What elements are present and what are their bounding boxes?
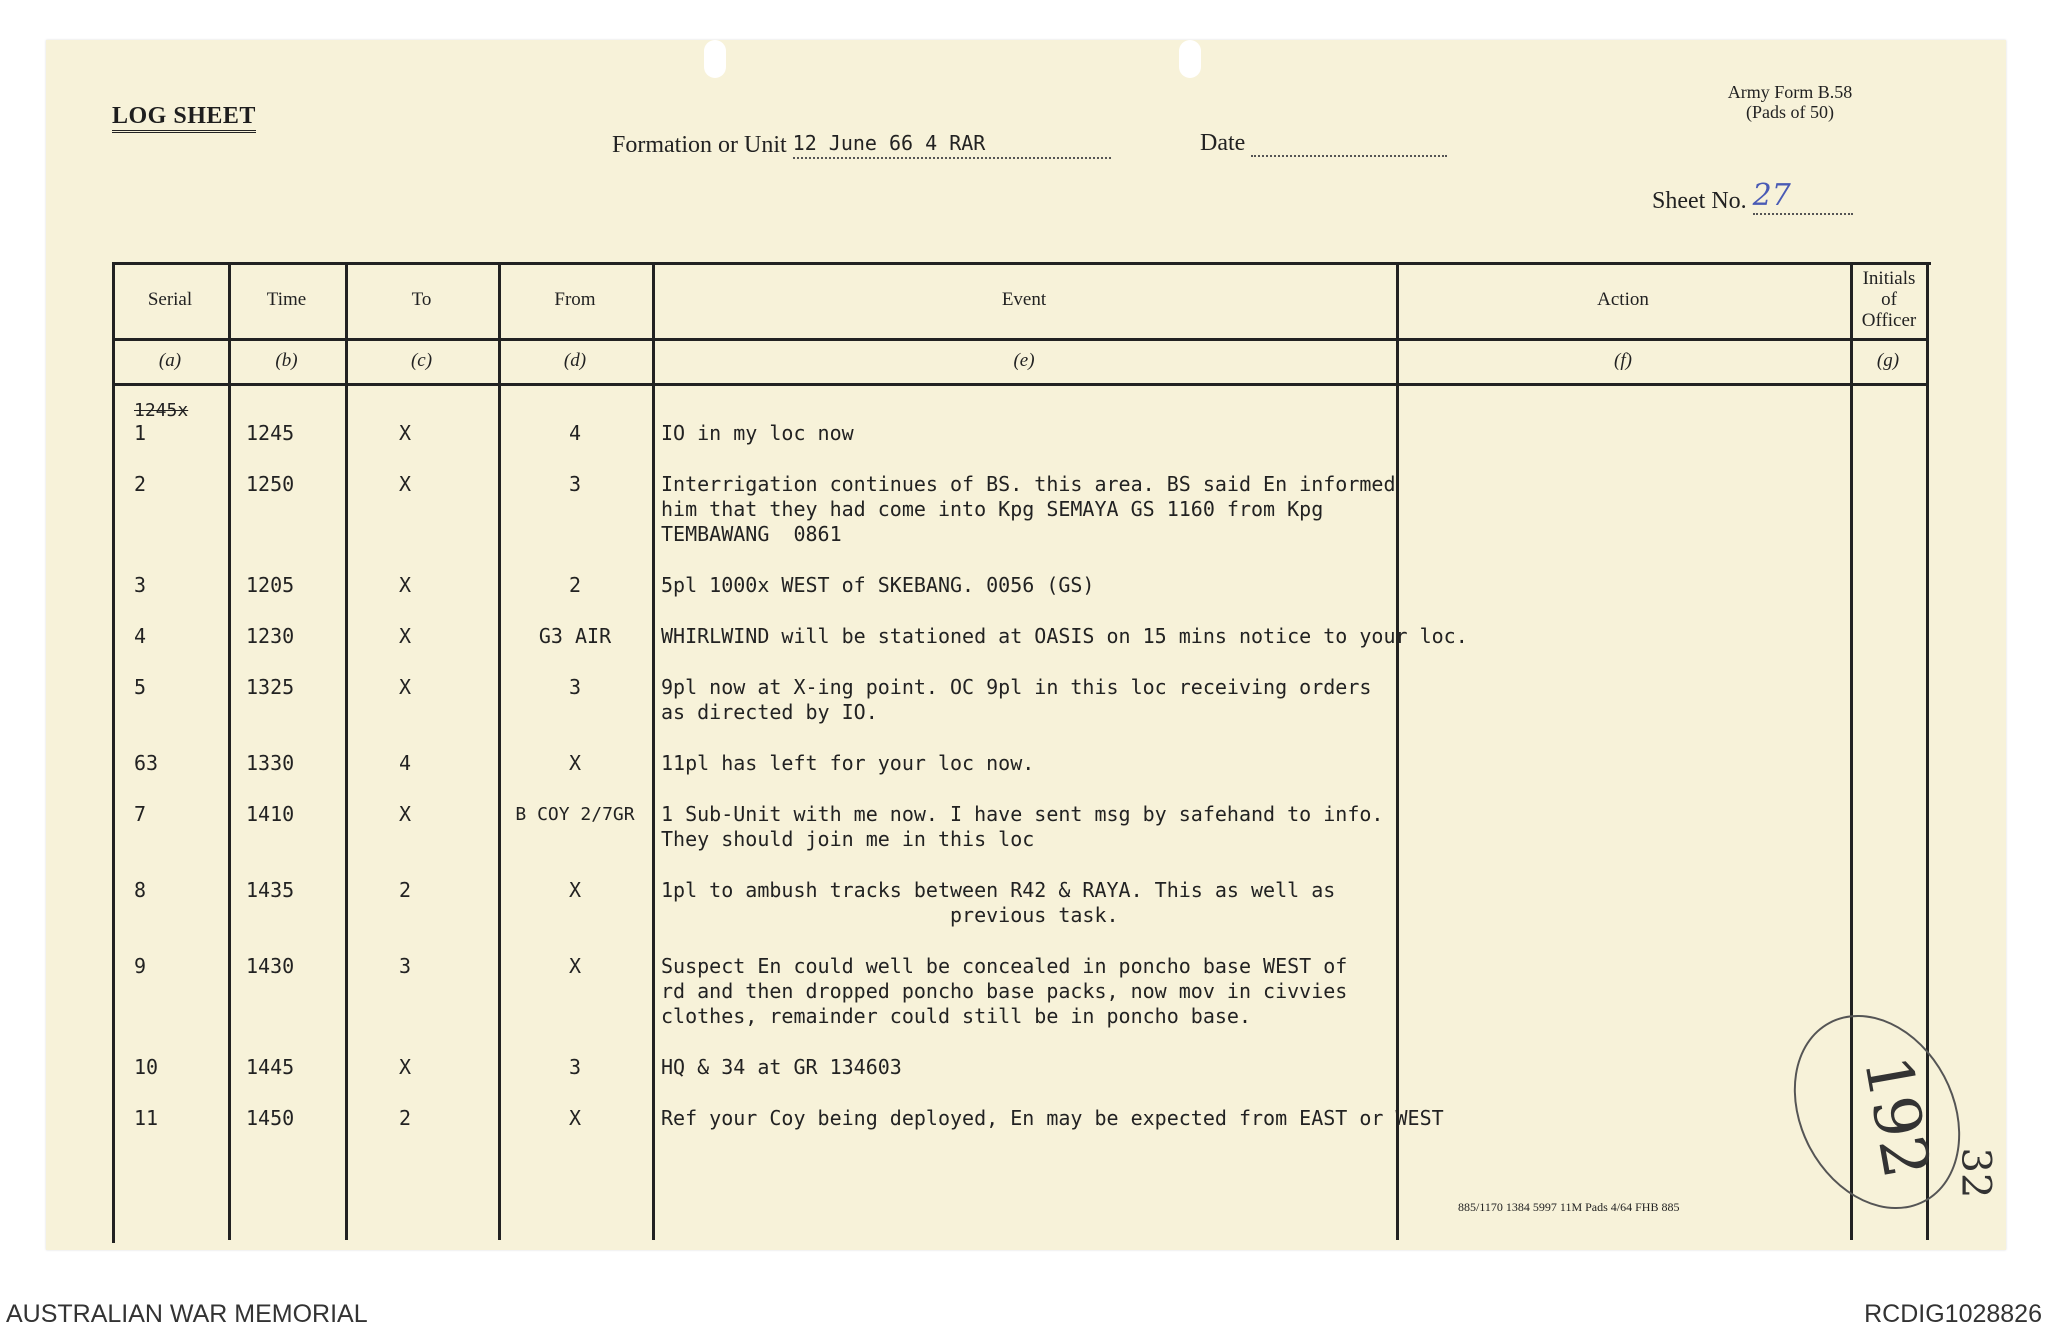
column-divider xyxy=(652,262,655,1240)
cell-time: 1430 xyxy=(246,954,295,978)
col-sub-d: (d) xyxy=(563,350,587,371)
cell-to: 3 xyxy=(398,954,412,978)
cell-time: 1435 xyxy=(246,878,295,902)
col-sub-a: (a) xyxy=(158,350,182,371)
pads-label: (Pads of 50) xyxy=(1746,102,1834,122)
army-form-id xyxy=(1700,82,1880,122)
cell-time: 1410 xyxy=(246,802,295,826)
col-header-to: To xyxy=(411,289,432,310)
col-sub-e: (e) xyxy=(1013,350,1035,371)
cell-to: X xyxy=(398,421,412,445)
cell-event: IO in my loc now xyxy=(661,421,854,445)
footer-archive: AUSTRALIAN WAR MEMORIAL xyxy=(6,1300,368,1328)
cell-event: 5pl 1000x WEST of SKEBANG. 0056 (GS) xyxy=(661,573,1095,597)
cell-serial: 2 xyxy=(134,472,147,496)
cell-serial: 9 xyxy=(134,954,147,978)
cell-to: X xyxy=(398,573,412,597)
col-header-event: Event xyxy=(1001,289,1047,310)
col-header-time: Time xyxy=(266,289,307,310)
cell-event: WHIRLWIND will be stationed at OASIS on 15 mins notice to your loc. xyxy=(661,624,1468,648)
army-form-label: Army Form B.58 xyxy=(1727,82,1853,102)
cell-time: 1205 xyxy=(246,573,295,597)
cell-from: 2 xyxy=(568,573,582,597)
cell-serial: 63 xyxy=(134,751,159,775)
cell-to: 4 xyxy=(398,751,412,775)
cell-from: B COY 2/7GR xyxy=(515,804,635,825)
footer-id: RCDIG1028826 xyxy=(1864,1300,2042,1328)
cell-from: X xyxy=(568,954,582,978)
cell-serial: 11 xyxy=(134,1106,159,1130)
col-sub-b: (b) xyxy=(275,350,298,371)
page-number: 32 xyxy=(1952,1147,1999,1199)
page-title: LOG SHEET xyxy=(112,102,256,133)
cell-time: 1450 xyxy=(246,1106,295,1130)
col-header-from: From xyxy=(554,289,596,310)
cell-time: 1250 xyxy=(246,472,295,496)
struck-time-note: 1245x xyxy=(134,400,189,421)
cell-serial: 7 xyxy=(134,802,147,826)
header-divider xyxy=(112,338,1928,341)
col-sub-c: (c) xyxy=(410,350,433,371)
sheet-number-field xyxy=(1652,178,1853,215)
punch-hole xyxy=(1179,40,1201,78)
header-divider xyxy=(112,383,1928,386)
cell-event: 9pl now at X-ing point. OC 9pl in this loc receiving orders as directed by IO. xyxy=(661,675,1372,724)
cell-event: Suspect En could well be concealed in poncho base WEST of rd and then dropped poncho base packs, now mov in civvies clothes, remainder could still be in poncho base. xyxy=(661,954,1348,1028)
cell-to: X xyxy=(398,1055,412,1079)
column-divider xyxy=(228,262,231,1240)
cell-event: 1 Sub-Unit with me now. I have sent msg by safehand to info. They should join me in this loc xyxy=(661,802,1384,851)
cell-time: 1330 xyxy=(246,751,295,775)
sheet-label: Sheet No. xyxy=(1652,188,1747,214)
cell-from: X xyxy=(568,1106,582,1130)
col-sub-g: (g) xyxy=(1876,350,1900,371)
cell-serial: 8 xyxy=(134,878,147,902)
cell-serial: 4 xyxy=(134,624,147,648)
cell-event: HQ & 34 at GR 134603 xyxy=(661,1055,902,1079)
cell-time: 1445 xyxy=(246,1055,295,1079)
cell-serial: 3 xyxy=(134,573,147,597)
col-sub-f: (f) xyxy=(1614,350,1632,371)
cell-to: X xyxy=(398,675,412,699)
cell-time: 1325 xyxy=(246,675,295,699)
cell-event: 1pl to ambush tracks between R42 & RAYA. This as well as previous task. xyxy=(661,878,1336,927)
cell-from: 3 xyxy=(568,1055,582,1079)
cell-serial: 5 xyxy=(134,675,147,699)
cell-event: 11pl has left for your loc now. xyxy=(661,751,1035,775)
col-header-serial: Serial xyxy=(147,289,193,310)
cell-time: 1245 xyxy=(246,421,295,445)
cell-from: 3 xyxy=(568,675,582,699)
cell-from: 3 xyxy=(568,472,582,496)
punch-hole xyxy=(704,40,726,78)
cell-to: X xyxy=(398,624,412,648)
formation-label: Formation or Unit xyxy=(612,132,787,158)
cell-from: X xyxy=(568,878,582,902)
cell-time: 1230 xyxy=(246,624,295,648)
col-header-initials: Initials of Officer xyxy=(1861,268,1917,331)
print-code: 885/1170 1384 5997 11M Pads 4/64 FHB 885 xyxy=(1458,1200,1680,1214)
cell-to: 2 xyxy=(398,878,412,902)
date-value xyxy=(1251,135,1447,157)
stamp-number: 192 xyxy=(1849,1050,1944,1184)
cell-to: X xyxy=(398,472,412,496)
sheet-number: 27 xyxy=(1752,178,1791,213)
formation-value: 12 June 66 4 RAR xyxy=(792,131,986,155)
cell-from: G3 AIR xyxy=(538,624,612,648)
cell-to: 2 xyxy=(398,1106,412,1130)
cell-event: Interrigation continues of BS. this area. BS said En informed him that they had come into Kpg SEMAYA GS 1160 from Kpg TEMBAWANG 0861 xyxy=(661,472,1396,546)
formation-field xyxy=(612,130,1111,159)
date-field xyxy=(1200,130,1447,157)
cell-from: X xyxy=(568,751,582,775)
col-header-action: Action xyxy=(1597,289,1649,310)
cell-from: 4 xyxy=(568,421,582,445)
cell-serial: 10 xyxy=(134,1055,159,1079)
cell-serial: 1 xyxy=(134,421,147,445)
cell-event: Ref your Coy being deployed, En may be expected from EAST or WEST xyxy=(661,1106,1444,1130)
date-label: Date xyxy=(1200,130,1246,156)
cell-to: X xyxy=(398,802,412,826)
